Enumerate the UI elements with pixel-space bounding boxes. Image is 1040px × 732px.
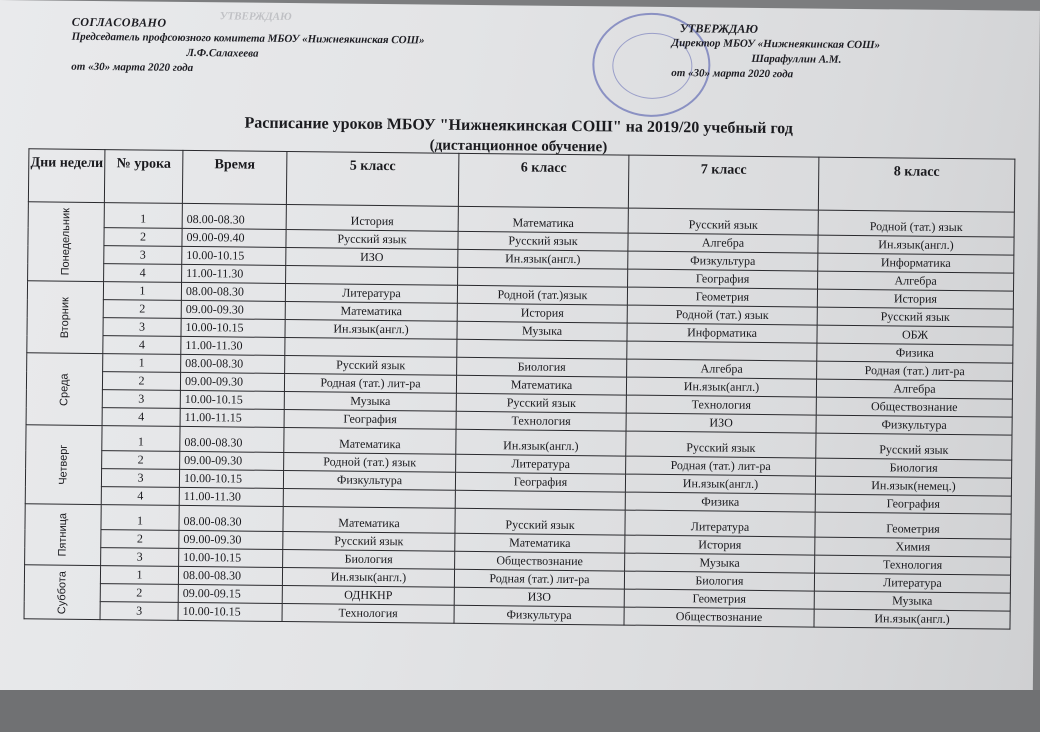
grade-5-cell: Ин.язык(англ.) [282,567,454,587]
approval-agreed-position: Председатель профсоюзного комитета МБОУ «Нижнеякинская СОШ» [71,30,425,47]
grade-5-cell: Русский язык [286,230,458,250]
grade-5-cell: Музыка [284,391,456,411]
grade-8-cell: Алгебра [816,379,1012,399]
lesson-number-cell: 1 [103,282,181,301]
day-label: Вторник [58,296,71,338]
grade-5-cell: ОДНКНР [282,585,454,605]
header-grade-7: 7 класс [628,155,819,210]
day-cell [25,425,102,505]
lesson-number-cell: 2 [100,584,178,603]
grade-7-cell: Обществознание [624,607,814,627]
lesson-number-cell: 3 [103,318,181,337]
grade-8-cell: Биология [816,458,1012,478]
grade-6-cell: Математика [456,375,626,395]
lesson-number-cell: 2 [102,451,180,470]
grade-7-cell: Геометрия [627,287,817,307]
header-grade-6: 6 класс [458,153,629,208]
faint-approval-stamp: УТВЕРЖДАЮ [219,10,292,24]
grade-6-cell: Русский язык [458,231,628,251]
day-label: Пятница [56,512,69,557]
grade-7-cell: Русский язык [628,208,818,235]
approval-director-position: Директор МБОУ «Нижнеякинская СОШ» [671,37,881,52]
grade-7-cell: Ин.язык(англ.) [626,377,816,397]
approval-agreed-name: Л.Ф.Салахеева [186,46,259,60]
day-cell [26,353,103,426]
schedule-subtitle: (дистанционное обучение) [429,137,608,156]
grade-6-cell: Физкультура [454,605,624,625]
lesson-number-cell: 4 [103,336,181,355]
grade-5-cell: Математика [283,506,455,533]
lesson-number-cell: 2 [102,372,180,391]
grade-6-cell [457,339,627,359]
grade-5-cell [283,488,455,508]
grade-8-cell: Информатика [818,253,1014,273]
lesson-number-cell: 2 [101,530,179,549]
grade-8-cell: Музыка [814,591,1010,611]
grade-5-cell: Биология [283,549,455,569]
grade-7-cell [627,341,817,361]
approval-agreed-block [71,15,425,79]
grade-5-cell: География [284,409,456,429]
grade-7-cell: История [625,535,815,555]
grade-8-cell: Русский язык [817,307,1013,327]
day-label: Суббота [55,570,69,614]
approval-director-date: от «30» марта 2020 года [671,67,794,81]
grade-7-cell: Биология [624,571,814,591]
approval-director-block [671,21,880,83]
time-cell: 08.00-08.30 [180,426,284,452]
grade-6-cell: Математика [455,533,625,553]
lesson-number-cell: 3 [104,246,182,265]
grade-7-cell: География [628,269,818,289]
lesson-number-cell: 2 [104,228,182,247]
time-cell: 09.00-09.40 [182,228,286,247]
grade-5-cell: Русский язык [283,531,455,551]
lesson-number-cell: 3 [100,602,178,621]
grade-8-cell: Химия [815,537,1011,557]
grade-6-cell: Русский язык [456,393,626,413]
time-cell: 10.00-10.15 [179,548,283,567]
grade-5-cell: Математика [284,427,456,454]
lesson-number-cell: 3 [102,390,180,409]
grade-5-cell: Литература [285,284,457,304]
time-cell: 11.00-11.30 [179,487,283,506]
time-cell: 08.00-08.30 [181,282,285,301]
day-label: Четверг [56,444,70,485]
schedule-title: Расписание уроков МБОУ "Нижнеякинская СОШ" на 2019/20 учебный год [244,114,793,138]
grade-8-cell: Алгебра [818,271,1014,291]
time-cell: 08.00-08.30 [182,203,286,229]
grade-7-cell: ИЗО [626,413,816,433]
header-grade-5: 5 класс [286,152,459,207]
time-cell: 09.00-09.30 [180,451,284,470]
day-label: Среда [57,372,71,406]
grade-5-cell [286,266,458,286]
grade-8-cell: Русский язык [816,433,1012,460]
lesson-number-cell: 1 [104,203,182,229]
grade-6-cell: Обществознание [455,551,625,571]
grade-6-cell: Биология [457,357,627,377]
time-cell: 09.00-09.15 [178,584,282,603]
grade-7-cell: Алгебра [628,233,818,253]
lesson-number-cell: 3 [101,469,179,488]
header-lesson-number: № урока [104,150,183,204]
grade-6-cell: Родной (тат.)язык [457,285,627,305]
schedule-table [24,148,1016,629]
lesson-number-cell: 3 [101,548,179,567]
lesson-number-cell: 1 [101,505,179,531]
grade-6-cell [458,267,628,287]
approval-agreed-heading: СОГЛАСОВАНО [71,14,167,30]
time-cell: 11.00-11.30 [181,336,285,355]
grade-5-cell: Родная (тат.) лит-ра [284,374,456,394]
grade-8-cell: Ин.язык(англ.) [818,235,1014,255]
grade-6-cell: ИЗО [454,587,624,607]
grade-6-cell: Родная (тат.) лит-ра [454,569,624,589]
time-cell: 08.00-08.30 [181,354,285,373]
grade-7-cell: Ин.язык(англ.) [625,474,815,494]
time-cell: 08.00-08.30 [179,505,283,531]
day-label: Понедельник [59,207,72,276]
grade-8-cell: Родной (тат.) язык [818,210,1014,237]
lesson-number-cell: 1 [102,426,180,452]
grade-6-cell: История [457,303,627,323]
time-cell: 11.00-11.30 [182,264,286,283]
day-cell [25,504,102,566]
time-cell: 10.00-10.15 [182,246,286,265]
approval-director-heading: УТВЕРЖДАЮ [679,21,759,36]
grade-8-cell: Ин.язык(немец.) [815,476,1011,496]
time-cell: 10.00-10.15 [178,602,282,621]
time-cell: 09.00-09.30 [181,300,285,319]
schedule-body [24,202,1014,629]
grade-5-cell [285,338,457,358]
grade-5-cell: ИЗО [286,248,458,268]
time-cell: 10.00-10.15 [180,390,284,409]
grade-6-cell: Ин.язык(англ.) [456,429,626,456]
grade-7-cell: Алгебра [627,359,817,379]
grade-8-cell: Литература [814,573,1010,593]
grade-6-cell: Литература [456,454,626,474]
grade-6-cell: Музыка [457,321,627,341]
lesson-number-cell: 4 [102,408,180,427]
time-cell: 11.00-11.15 [180,408,284,427]
grade-7-cell: Физкультура [628,251,818,271]
lesson-number-cell: 4 [101,487,179,506]
grade-8-cell: Родная (тат.) лит-ра [817,361,1013,381]
header-days: Дни недели [28,149,105,203]
grade-8-cell: ОБЖ [817,325,1013,345]
grade-6-cell: Технология [456,411,626,431]
grade-7-cell: Геометрия [624,589,814,609]
grade-7-cell: Информатика [627,323,817,343]
grade-8-cell: География [815,494,1011,514]
lesson-number-cell: 1 [100,566,178,585]
grade-6-cell: Русский язык [455,508,625,535]
approval-agreed-date: от «30» марта 2020 года [71,60,194,75]
grade-5-cell: Ин.язык(англ.) [285,320,457,340]
time-cell: 10.00-10.15 [179,469,283,488]
time-cell: 09.00-09.30 [180,372,284,391]
time-cell: 08.00-08.30 [178,566,282,585]
header-grade-8: 8 класс [818,157,1015,212]
grade-5-cell: Русский язык [285,356,457,376]
grade-6-cell: Ин.язык(англ.) [458,249,628,269]
grade-7-cell: Русский язык [626,431,816,458]
lesson-number-cell: 2 [103,300,181,319]
grade-6-cell [455,490,625,510]
grade-8-cell: Физкультура [816,415,1012,435]
grade-8-cell: Обществознание [816,397,1012,417]
day-cell [24,565,101,620]
approval-director-name: Шарафуллин А.М. [751,52,842,66]
header-time: Время [182,150,287,204]
grade-6-cell: География [455,472,625,492]
grade-5-cell: Технология [282,603,454,623]
grade-7-cell: Родная (тат.) лит-ра [626,456,816,476]
lesson-number-cell: 4 [104,264,182,283]
grade-8-cell: Геометрия [815,512,1011,539]
grade-8-cell: Физика [817,343,1013,363]
grade-6-cell: Математика [458,206,628,233]
grade-7-cell: Технология [626,395,816,415]
time-cell: 10.00-10.15 [181,318,285,337]
grade-5-cell: Родной (тат.) язык [284,452,456,472]
grade-7-cell: Физика [625,492,815,512]
grade-8-cell: Ин.язык(англ.) [814,609,1010,629]
grade-7-cell: Родной (тат.) язык [627,305,817,325]
lesson-number-cell: 1 [103,354,181,373]
grade-8-cell: История [817,289,1013,309]
grade-7-cell: Музыка [625,553,815,573]
day-cell [28,202,105,282]
grade-5-cell: Физкультура [283,470,455,490]
time-cell: 09.00-09.30 [179,530,283,549]
grade-5-cell: История [286,205,458,232]
grade-7-cell: Литература [625,510,815,537]
background-surface [0,690,1040,732]
grade-8-cell: Технология [815,555,1011,575]
grade-5-cell: Математика [285,302,457,322]
day-cell [27,281,104,354]
